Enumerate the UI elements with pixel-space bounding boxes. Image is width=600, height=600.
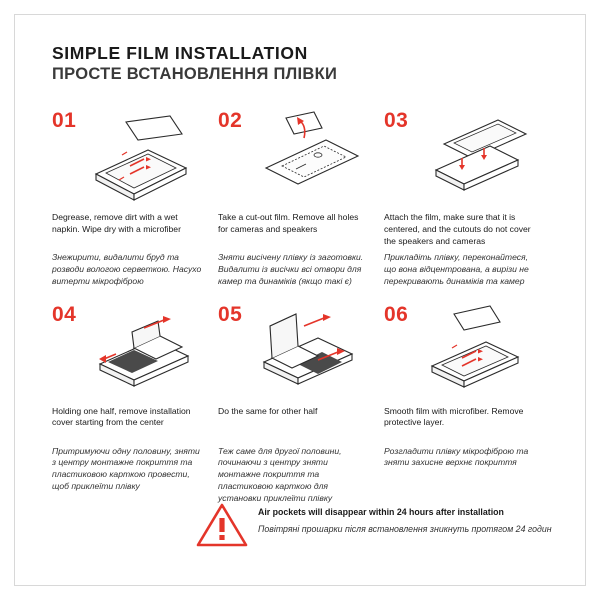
step-illustration-03 <box>384 108 536 212</box>
step-illustration-05 <box>218 302 370 406</box>
footer-text-en: Air pockets will disappear within 24 hours after installation <box>258 507 504 517</box>
step-number-06: 06 <box>384 302 409 326</box>
step-card-03 <box>384 108 550 288</box>
step-card-01 <box>52 108 218 288</box>
step-caption-en-06: Smooth film with microfiber. Remove protective layer. <box>384 405 524 428</box>
step-illustration-04 <box>52 302 204 406</box>
peel-half-cover-icon <box>86 302 204 402</box>
page-title-en: SIMPLE FILM INSTALLATION <box>52 43 308 63</box>
step-card-05 <box>218 302 384 505</box>
step-caption-uk-04: Притримуючи одну половину, зняти з центру монтажне покриття та пластиковою карткою провести, щоб приклеїти плівку <box>52 445 200 492</box>
step-caption-uk-05: Теж саме для другої половини, починаючи з центру зняти монтажне покриття та пластиковою карткою для установки приклеїти плівку <box>218 445 342 504</box>
step-card-02 <box>218 108 384 288</box>
steps-row-1 <box>52 108 552 288</box>
steps-grid <box>52 108 552 505</box>
step-illustration-02 <box>218 108 370 212</box>
step-caption-uk-01: Знежирити, видалити бруд та розводи вологою серветкою. Насухо витерти мікрофіброю <box>52 252 202 286</box>
step-number-01: 01 <box>52 109 77 132</box>
footer-note <box>196 500 552 553</box>
footer-text-uk: Повітряні прошарки після встановлення зникнуть протягом 24 годин <box>258 524 552 535</box>
step-caption-en-01: Degrease, remove dirt with a wet napkin. Wipe dry with a microfiber <box>52 212 181 234</box>
step-card-06 <box>384 302 550 505</box>
footer-text-block <box>258 500 552 536</box>
phone-with-wipe-icon <box>86 108 204 208</box>
step-caption-en-04: Holding one half, remove installation cover starting from the center <box>52 405 191 428</box>
step-number-05: 05 <box>218 302 243 326</box>
step-number-02: 02 <box>218 109 243 132</box>
steps-row-2 <box>52 302 552 505</box>
other-half-icon <box>252 302 370 402</box>
cut-out-film-icon <box>252 108 370 208</box>
page-title-uk: ПРОСТЕ ВСТАНОВЛЕННЯ ПЛІВКИ <box>52 65 338 84</box>
step-caption-en-05: Do the same for other half <box>218 405 318 416</box>
step-illustration-06 <box>384 302 536 406</box>
smooth-microfiber-icon <box>418 302 536 402</box>
step-number-03: 03 <box>384 109 409 132</box>
attach-film-icon <box>418 108 536 208</box>
step-card-04 <box>52 302 218 505</box>
page-header <box>52 43 552 84</box>
warning-triangle-icon <box>196 500 258 553</box>
step-number-04: 04 <box>52 302 77 326</box>
step-caption-en-03: Attach the film, make sure that it is centered, and the cutouts do not cover the speakers and cameras <box>384 212 531 246</box>
step-illustration-01 <box>52 108 204 212</box>
step-caption-uk-06: Розгладити плівку мікрофіброю та зняти захисне верхнє покриття <box>384 445 529 468</box>
step-caption-en-02: Take a cut-out film. Remove all holes for cameras and speakers <box>218 212 359 234</box>
step-caption-uk-02: Зняти висічену плівку із заготовки. Видалити із висічки всі отвори для камер та динаміків (якщо такі є) <box>218 252 364 286</box>
step-caption-uk-03: Прикладіть плівку, переконайтеся, що вона відцентрована, а вирізи не перекривають динаміків та камер <box>384 252 529 286</box>
